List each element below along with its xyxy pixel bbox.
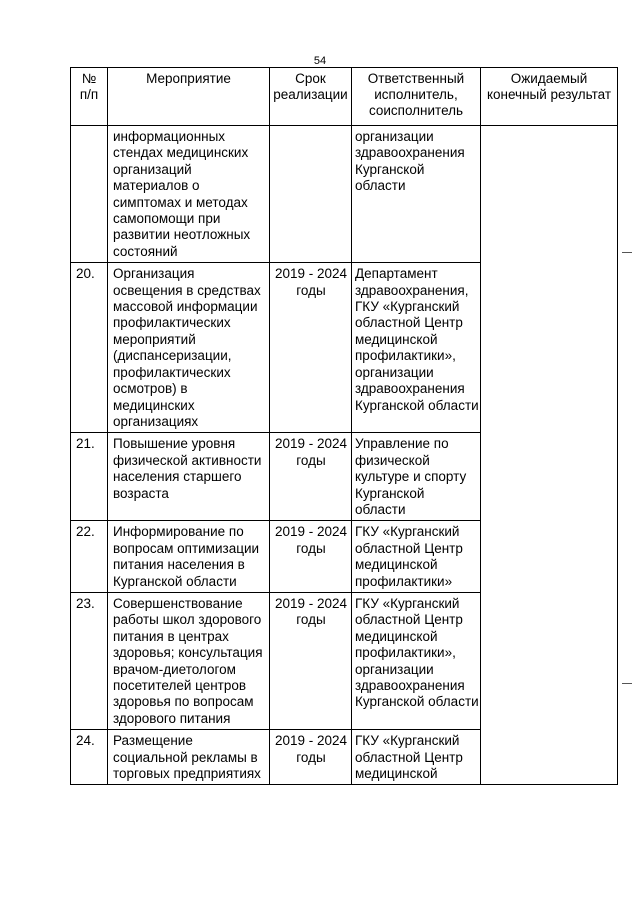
header-responsible: Ответственный исполнитель, соисполнитель [352, 68, 481, 126]
row-activity: Информирование по вопросам оптимизации питания населения в Курганской области [108, 521, 270, 593]
row-term: 2019 - 2024 годы [270, 592, 352, 729]
scan-edge-mark [622, 252, 632, 253]
row-num: 20. [71, 263, 108, 433]
row-num: 23. [71, 592, 108, 729]
row-responsible: Управление по физической культуре и спорту Курганской области [352, 433, 481, 521]
row-responsible: ГКУ «Курганский областной Центр медицинской профилактики», организации здравоохранения Курганской области [352, 592, 481, 729]
page-number: 54 [313, 55, 327, 67]
row-num: 21. [71, 433, 108, 521]
row-activity: Организация освещения в средствах массовой информации профилактических мероприятий (диспансеризации, профилактических осмотров) в медицинских организациях [108, 263, 270, 433]
action-plan-table [70, 67, 618, 785]
scan-edge-mark [622, 683, 632, 684]
row-term: 2019 - 2024 годы [270, 263, 352, 433]
row-num: 22. [71, 521, 108, 593]
row-num [71, 126, 108, 263]
row-activity: Совершенствование работы школ здорового питания в центрах здоровья; консультация врачом-диетологом посетителей центров здоровья по вопросам здорового питания [108, 592, 270, 729]
result-column [481, 126, 618, 785]
row-term: 2019 - 2024 годы [270, 433, 352, 521]
table-header-row [71, 68, 618, 126]
row-activity: информационных стендах медицинских организаций материалов о симптомах и методах самопомощи при развитии неотложных состояний [108, 126, 270, 263]
row-term: 2019 - 2024 годы [270, 521, 352, 593]
row-activity: Размещение социальной рекламы в торговых предприятиях [108, 730, 270, 785]
row-num: 24. [71, 730, 108, 785]
row-responsible: ГКУ «Курганский областной Центр медицинской [352, 730, 481, 785]
row-term [270, 126, 352, 263]
header-result: Ожидаемый конечный результат [481, 68, 618, 126]
row-term: 2019 - 2024 годы [270, 730, 352, 785]
header-activity: Мероприятие [108, 68, 270, 126]
row-responsible: ГКУ «Курганский областной Центр медицинской профилактики» [352, 521, 481, 593]
row-activity: Повышение уровня физической активности населения старшего возраста [108, 433, 270, 521]
table-row [71, 126, 618, 263]
header-num: № п/п [71, 68, 108, 126]
row-responsible: организации здравоохранения Курганской области [352, 126, 481, 263]
row-responsible: Департамент здравоохранения, ГКУ «Курганский областной Центр медицинской профилактики», организации здравоохранения Курганской области [352, 263, 481, 433]
header-term: Срок реализации [270, 68, 352, 126]
